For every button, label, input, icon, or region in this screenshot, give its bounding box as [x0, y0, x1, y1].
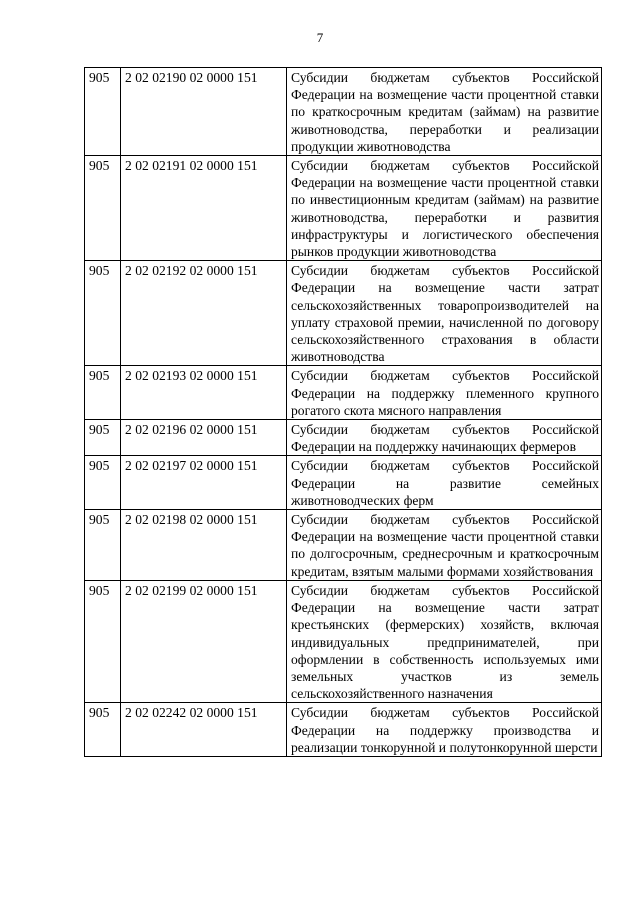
table-row	[85, 261, 602, 366]
description-cell: Субсидии бюджетам субъектов Российской Федерации на возмещение части процентной ставки по долгосрочным, среднесрочным и краткосрочным кредитам, взятым малыми формами хозяйствования	[287, 510, 602, 581]
admin-code-cell: 905	[85, 68, 121, 156]
admin-code-cell: 905	[85, 366, 121, 420]
table-row	[85, 68, 602, 156]
budget-codes-table	[84, 67, 602, 757]
description-cell: Субсидии бюджетам субъектов Российской Федерации на развитие семейных животноводческих ферм	[287, 456, 602, 510]
admin-code-cell: 905	[85, 580, 121, 702]
description-cell: Субсидии бюджетам субъектов Российской Федерации на поддержку производства и реализации тонкорунной и полутонкорунной шерсти	[287, 703, 602, 757]
table-row	[85, 580, 602, 702]
admin-code-cell: 905	[85, 456, 121, 510]
budget-code-cell: 2 02 02242 02 0000 151	[121, 703, 287, 757]
page-number: 7	[316, 30, 324, 45]
description-cell: Субсидии бюджетам субъектов Российской Федерации на поддержку начинающих фермеров	[287, 420, 602, 456]
admin-code-cell: 905	[85, 703, 121, 757]
budget-code-cell: 2 02 02197 02 0000 151	[121, 456, 287, 510]
table-row	[85, 456, 602, 510]
description-cell: Субсидии бюджетам субъектов Российской Федерации на возмещение части затрат сельскохозяйственных товаропроизводителей на уплату страховой премии, начисленной по договору сельскохозяйственного страхования в области животноводства	[287, 261, 602, 366]
budget-code-cell: 2 02 02190 02 0000 151	[121, 68, 287, 156]
budget-code-cell: 2 02 02198 02 0000 151	[121, 510, 287, 581]
budget-code-cell: 2 02 02199 02 0000 151	[121, 580, 287, 702]
admin-code-cell: 905	[85, 156, 121, 261]
budget-code-cell: 2 02 02193 02 0000 151	[121, 366, 287, 420]
budget-code-cell: 2 02 02196 02 0000 151	[121, 420, 287, 456]
table-body	[85, 68, 602, 757]
table-row	[85, 420, 602, 456]
description-cell: Субсидии бюджетам субъектов Российской Федерации на поддержку племенного крупного рогатого скота мясного направления	[287, 366, 602, 420]
budget-code-cell: 2 02 02192 02 0000 151	[121, 261, 287, 366]
description-cell: Субсидии бюджетам субъектов Российской Федерации на возмещение части затрат крестьянских (фермерских) хозяйств, включая индивидуальных предпринимателей, при оформлении в собственность используемых ими земельных участков из земель сельскохозяйственного назначения	[287, 580, 602, 702]
admin-code-cell: 905	[85, 261, 121, 366]
admin-code-cell: 905	[85, 420, 121, 456]
table-row	[85, 510, 602, 581]
description-cell: Субсидии бюджетам субъектов Российской Федерации на возмещение части процентной ставки по краткосрочным кредитам (займам) на развитие животноводства, переработки и реализации продукции животноводства	[287, 68, 602, 156]
table-row	[85, 366, 602, 420]
table-row	[85, 156, 602, 261]
description-cell: Субсидии бюджетам субъектов Российской Федерации на возмещение части процентной ставки по инвестиционным кредитам (займам) на развитие животноводства, переработки и развития инфраструктуры и логистического обеспечения рынков продукции животноводства	[287, 156, 602, 261]
admin-code-cell: 905	[85, 510, 121, 581]
table-row	[85, 703, 602, 757]
budget-code-cell: 2 02 02191 02 0000 151	[121, 156, 287, 261]
